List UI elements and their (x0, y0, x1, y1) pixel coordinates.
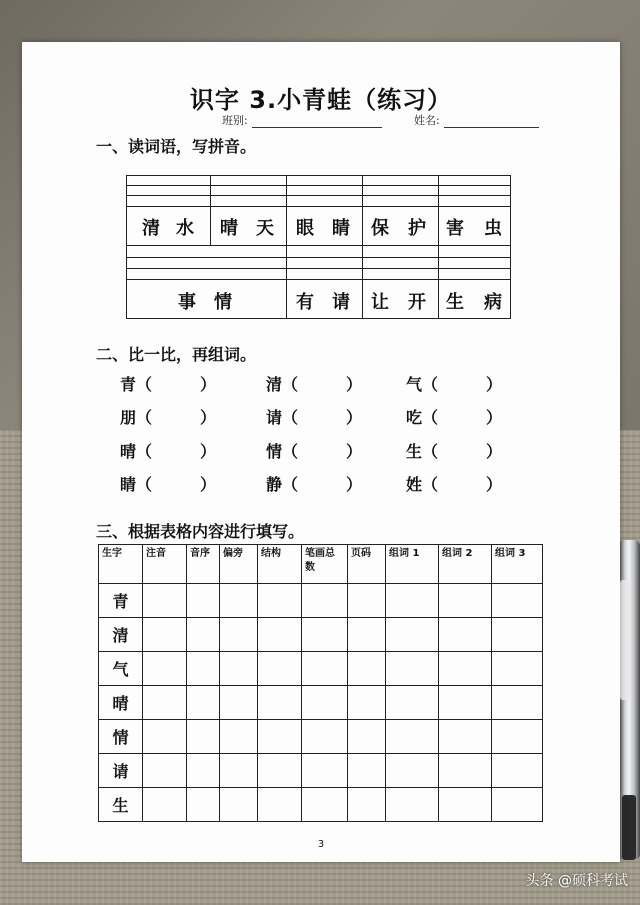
word-char: 天 (256, 218, 274, 239)
worksheet-title: 识字 3.小青蛙（练习） (189, 86, 453, 114)
char-cell: 请 (99, 754, 143, 788)
section-3-heading: 三、根据表格内容进行填写。 (96, 522, 305, 541)
table-row (99, 788, 543, 822)
compare-item: 请（ ） (266, 408, 363, 427)
char-cell: 晴 (99, 686, 143, 720)
table-row (99, 686, 543, 720)
page-number: 3 (317, 839, 325, 850)
char-cell: 清 (99, 618, 143, 652)
table-row (99, 720, 543, 754)
header-cell: 注音 (143, 545, 187, 584)
compare-item: 吃（ ） (406, 408, 503, 427)
header-cell: 组词 3 (492, 545, 543, 584)
word-char: 请 (332, 292, 350, 313)
compare-item: 姓（ ） (406, 475, 503, 494)
compare-item: 清（ ） (266, 375, 363, 394)
name-label: 姓名: (414, 114, 440, 127)
section-2-heading: 二、比一比，再组词。 (96, 345, 257, 364)
header-cell: 音序 (187, 545, 220, 584)
compare-item: 情（ ） (266, 442, 363, 461)
class-field (222, 112, 382, 128)
pinyin-table (126, 175, 511, 318)
char-cell: 气 (99, 652, 143, 686)
section-1-heading: 一、读词语，写拼音。 (96, 137, 257, 156)
word-char: 晴 (220, 218, 238, 239)
compare-item: 青（ ） (120, 375, 217, 394)
header-cell: 结构 (258, 545, 302, 584)
compare-item: 晴（ ） (120, 442, 217, 461)
char-cell: 情 (99, 720, 143, 754)
name-field (414, 112, 539, 128)
char-cell: 青 (99, 584, 143, 618)
word-char: 情 (214, 292, 232, 313)
word-char: 虫 (484, 218, 502, 239)
character-info-table (98, 544, 543, 822)
word-char: 有 (296, 292, 314, 313)
compare-item: 静（ ） (266, 475, 363, 494)
class-label: 班别: (222, 114, 248, 127)
word-char: 保 (371, 218, 389, 239)
word-char: 事 (178, 292, 196, 313)
table-row (99, 618, 543, 652)
worksheet-page (22, 42, 620, 862)
compare-item: 生（ ） (406, 442, 503, 461)
header-cell: 页码 (348, 545, 386, 584)
word-char: 水 (176, 218, 194, 239)
header-cell: 笔画总数 (302, 545, 348, 584)
compare-item: 朋（ ） (120, 408, 217, 427)
word-char: 睛 (332, 218, 350, 239)
header-cell: 组词 1 (386, 545, 439, 584)
table-row (99, 652, 543, 686)
char-cell: 生 (99, 788, 143, 822)
table-row (99, 754, 543, 788)
watermark: 头条 @硕科考试 (525, 873, 628, 889)
table-header-row (99, 545, 543, 584)
header-cell: 组词 2 (439, 545, 492, 584)
word-char: 生 (446, 292, 464, 313)
word-char: 清 (142, 218, 160, 239)
compare-item: 睛（ ） (120, 475, 217, 494)
table-row (99, 584, 543, 618)
compare-item: 气（ ） (406, 375, 503, 394)
header-cell: 偏旁 (220, 545, 258, 584)
pen-image (618, 540, 640, 860)
header-cell: 生字 (99, 545, 143, 584)
word-char: 让 (371, 292, 389, 313)
word-char: 病 (484, 292, 502, 313)
word-char: 眼 (296, 218, 314, 239)
word-char: 护 (408, 218, 426, 239)
word-char: 害 (446, 218, 464, 239)
word-char: 开 (408, 292, 426, 313)
